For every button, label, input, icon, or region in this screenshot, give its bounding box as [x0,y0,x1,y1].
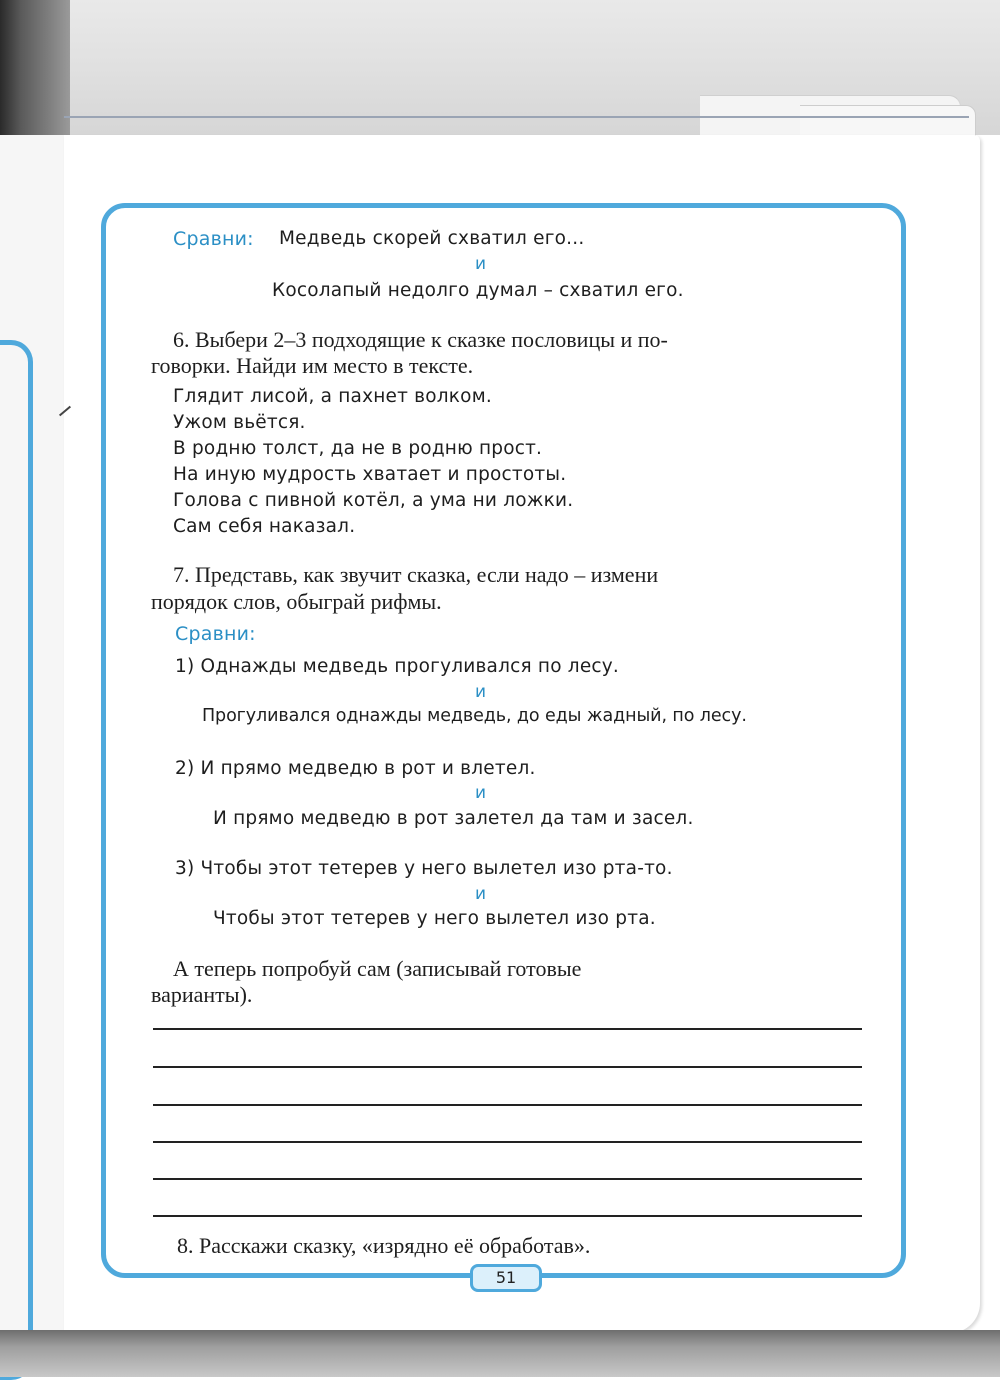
left-page-edge [0,135,65,1335]
example-original: 1) Однажды медведь прогуливался по лесу. [175,656,620,677]
scanner-shadow [0,0,70,135]
example-original: 2) И прямо медведю в рот и влетел. [175,758,536,779]
example-conjunction: и [475,884,487,904]
compare-label: Сравни: [173,228,254,250]
proverb: На иную мудрость хватает и простоты. [173,464,567,485]
compare-original: Медведь скорей схватил его... [279,228,585,249]
try-yourself-instruction-cont: варианты). [151,982,253,1007]
page-number: 51 [470,1264,542,1292]
compare-variant: Косолапый недолго думал – схватил его. [272,280,684,301]
example-variant: И прямо медведю в рот залетел да там и засел. [213,808,694,829]
proverb: Глядит лисой, а пахнет волком. [173,386,492,407]
example-variant: Чтобы этот тетерев у него вылетел изо рта. [213,908,656,929]
task-7-instruction: 7. Представь, как звучит сказка, если надо – измени [173,562,659,587]
answer-line[interactable] [153,1104,862,1106]
proverb: Сам себя наказал. [173,516,356,537]
task-8-instruction: 8. Расскажи сказку, «изрядно её обработав». [177,1233,591,1258]
answer-line[interactable] [153,1028,862,1030]
proverb: Голова с пивной котёл, а ума ни ложки. [173,490,574,511]
compare-conjunction: и [475,254,487,274]
page-stack-edge [800,105,976,136]
answer-line[interactable] [153,1178,862,1180]
example-original: 3) Чтобы этот тетерев у него вылетел изо рта-то. [175,858,673,879]
task-6-instruction-cont: говорки. Найди им место в тексте. [151,353,474,378]
task-6-instruction: 6. Выбери 2–3 подходящие к сказке пословицы и по- [173,327,668,352]
compare-label: Сравни: [175,623,256,645]
example-conjunction: и [475,783,487,803]
left-page-frame [0,340,33,1380]
example-variant: Прогуливался однажды медведь, до еды жадный, по лесу. [202,706,747,726]
page-edge-line [64,116,969,118]
try-yourself-instruction: А теперь попробуй сам (записывай готовые [173,956,582,981]
proverb: В родню толст, да не в родню прост. [173,438,543,459]
answer-line[interactable] [153,1066,862,1068]
answer-line[interactable] [153,1141,862,1143]
example-conjunction: и [475,682,487,702]
task-7-instruction-cont: порядок слов, обыграй рифмы. [151,589,442,614]
scanner-background-bottom [0,1330,1000,1377]
proverb: Ужом вьётся. [173,412,306,433]
answer-line[interactable] [153,1215,862,1217]
